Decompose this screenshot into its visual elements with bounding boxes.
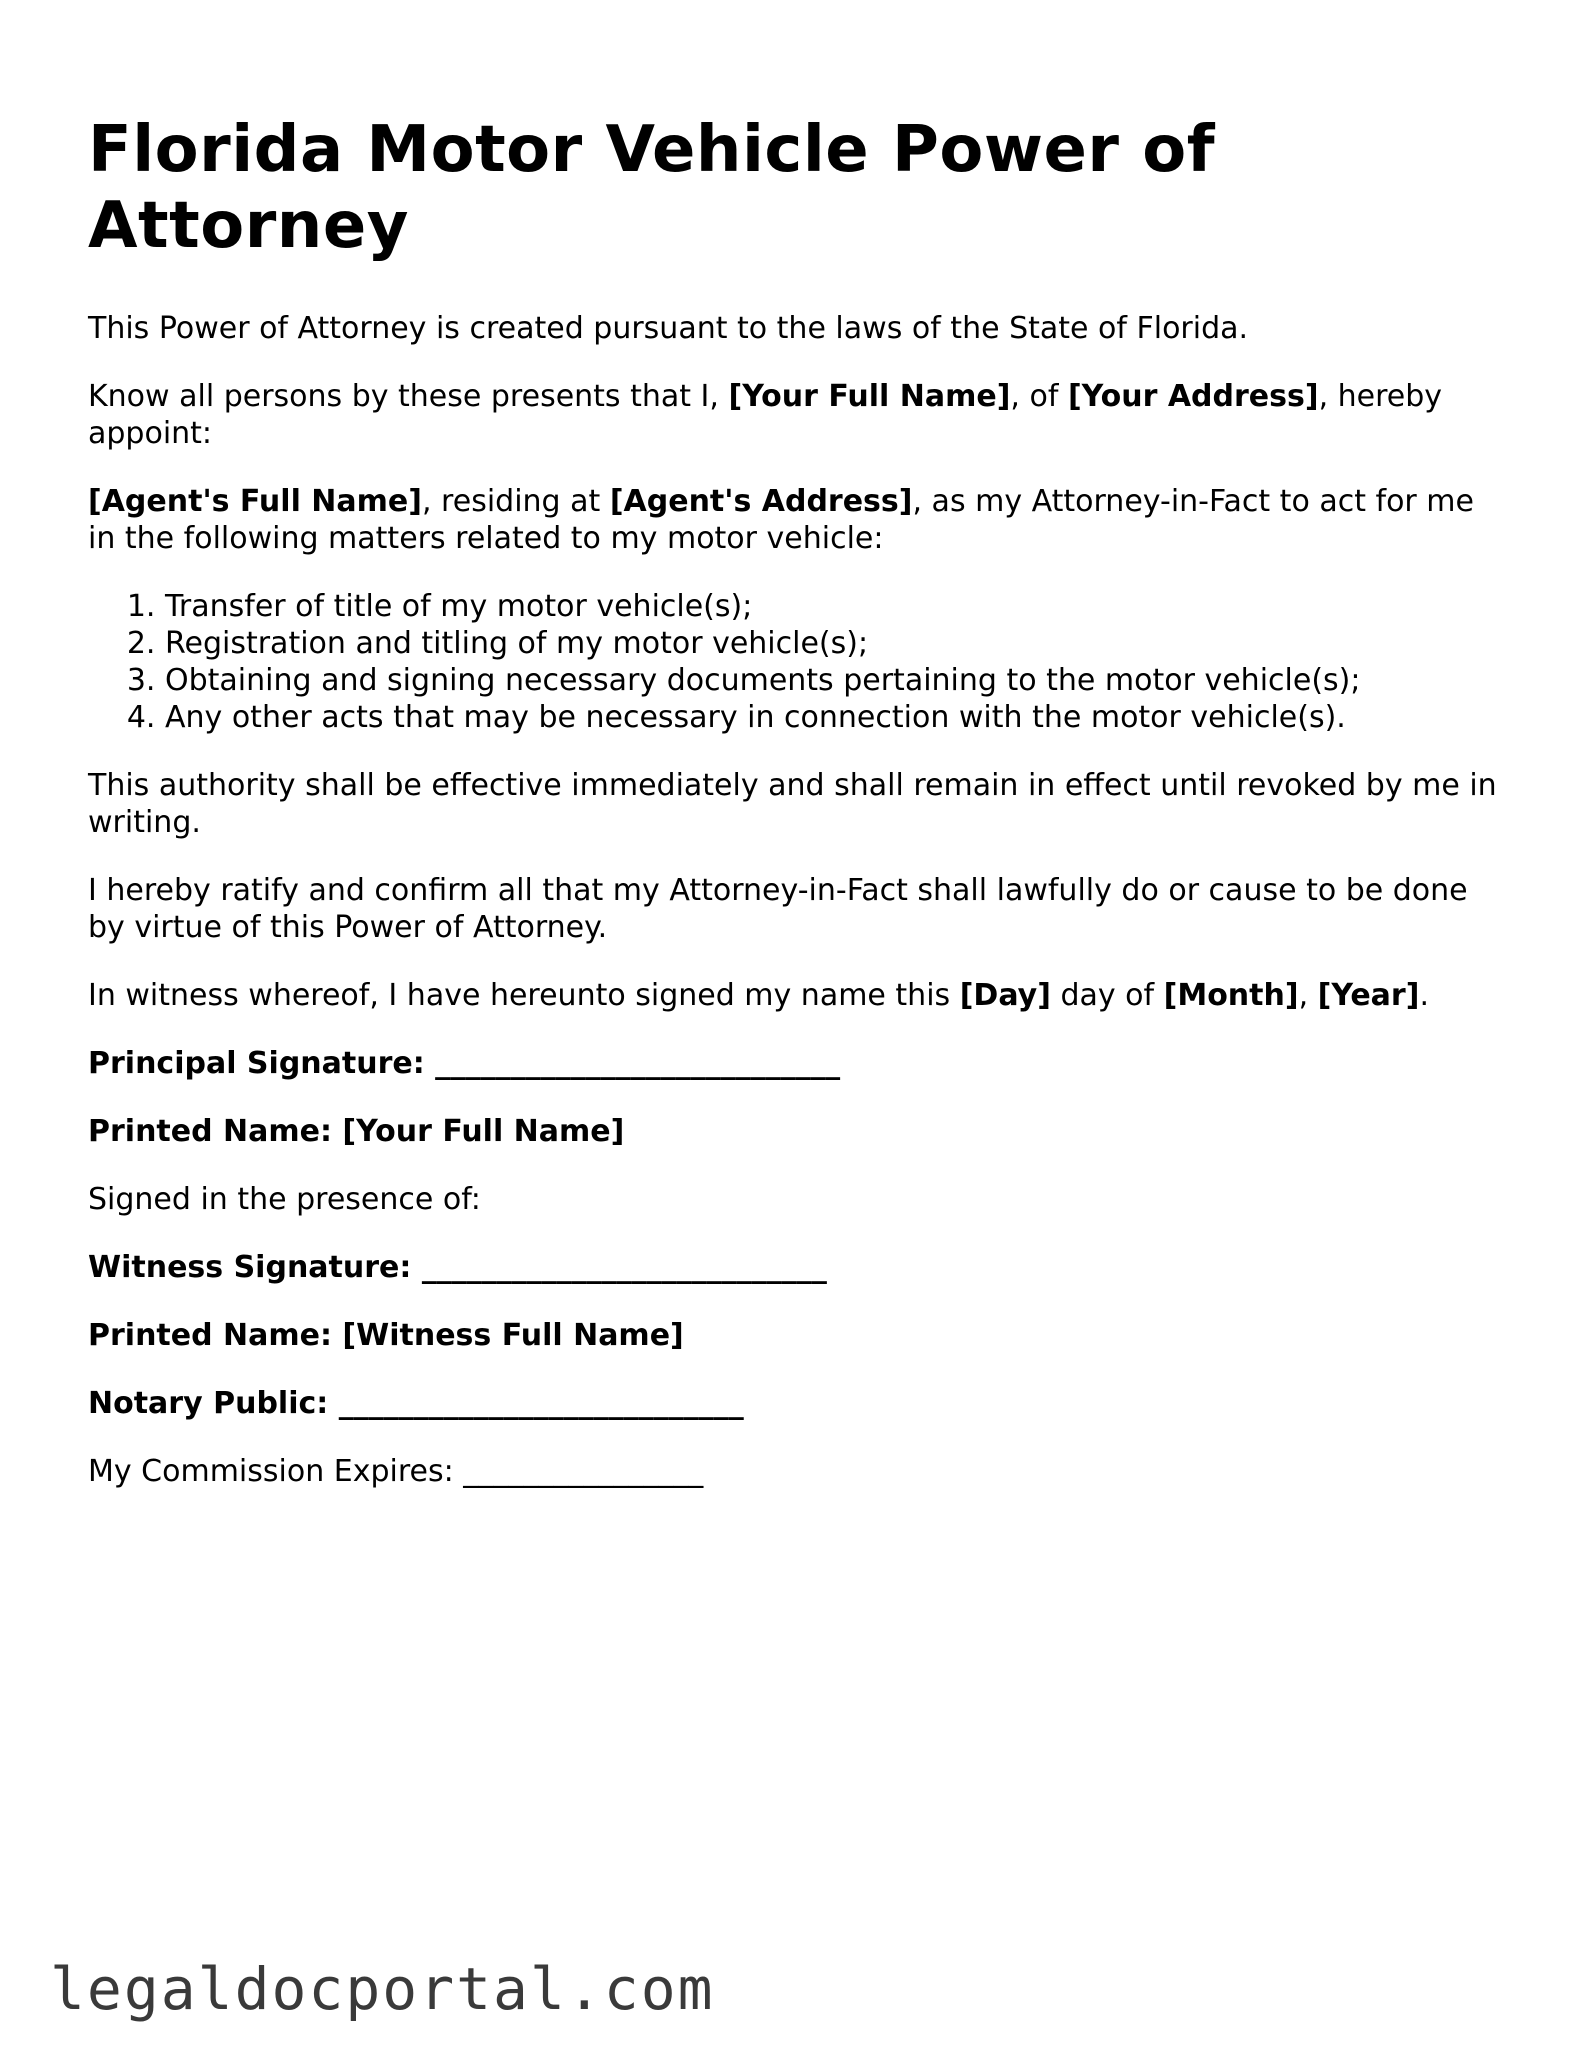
- witness-signature-line: Witness Signature: ___________________________: [88, 1250, 827, 1285]
- powers-list-item: 1. Transfer of title of my motor vehicle(s);: [165, 588, 1508, 625]
- appointment-paragraph: Know all persons by these presents that I, [Your Full Name], of [Your Address], hereby appoint:: [88, 379, 1443, 451]
- principal-address-placeholder: [Your Address]: [1067, 379, 1319, 414]
- watermark: legaldocportal.com: [50, 1955, 715, 2023]
- agent-address-placeholder: [Agent's Address]: [609, 484, 913, 519]
- powers-list: [88, 588, 1508, 736]
- intro-paragraph: This Power of Attorney is created pursuant to the laws of the State of Florida.: [88, 311, 1249, 346]
- witness-clause: In witness whereof, I have hereunto signed my name this [Day] day of [Month], [Year].: [88, 978, 1429, 1013]
- principal-name-placeholder: [Your Full Name]: [728, 379, 1011, 414]
- principal-printed-name: Printed Name: [Your Full Name]: [88, 1114, 625, 1149]
- notary-signature-line: Notary Public: ___________________________: [88, 1386, 744, 1421]
- presence-statement: Signed in the presence of:: [88, 1182, 481, 1217]
- day-placeholder: [Day]: [959, 978, 1051, 1013]
- commission-expiry-line: My Commission Expires: ________________: [88, 1454, 704, 1489]
- agent-paragraph: [Agent's Full Name], residing at [Agent's Address], as my Attorney-in-Fact to act for me in the following matters related to my motor vehicle:: [88, 484, 1474, 556]
- month-placeholder: [Month]: [1163, 978, 1299, 1013]
- effective-paragraph: This authority shall be effective immediately and shall remain in effect until revoked by me in writing.: [88, 768, 1497, 840]
- powers-list-item: 2. Registration and titling of my motor vehicle(s);: [165, 625, 1508, 662]
- document-title: Florida Motor Vehicle Power of Attorney: [88, 113, 1216, 263]
- agent-name-placeholder: [Agent's Full Name]: [88, 484, 422, 519]
- year-placeholder: [Year]: [1317, 978, 1420, 1013]
- ratify-paragraph: I hereby ratify and confirm all that my Attorney-in-Fact shall lawfully do or cause to be done by virtue of this Power of Attorney.: [88, 873, 1468, 945]
- witness-printed-name: Printed Name: [Witness Full Name]: [88, 1318, 684, 1353]
- powers-list-item: 3. Obtaining and signing necessary documents pertaining to the motor vehicle(s);: [165, 662, 1508, 699]
- document-page: [88, 112, 1508, 1490]
- powers-list-item: 4. Any other acts that may be necessary in connection with the motor vehicle(s).: [165, 699, 1508, 736]
- principal-signature-line: Principal Signature: ___________________________: [88, 1046, 841, 1081]
